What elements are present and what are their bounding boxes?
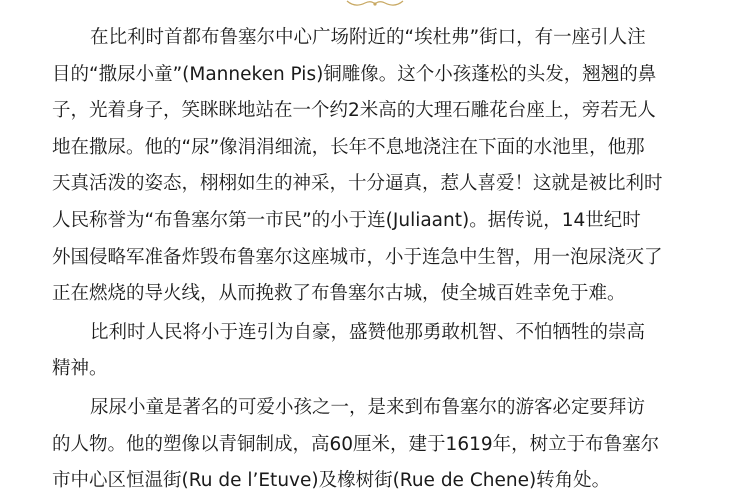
text-line: 人民称誉为“布鲁塞尔第一市民”的小于连(Juliaant)。据传说，14世纪时 [52, 209, 641, 231]
scroll-ornament-icon [345, 0, 405, 8]
text-line: 正在燃烧的导火线，从而挽救了布鲁塞尔古城，使全城百姓幸免于难。 [52, 283, 626, 305]
text-line: 地在撒尿。他的“尿”像涓涓细流，长年不息地浇注在下面的水池里，他那 [52, 136, 645, 158]
paragraph-pride [52, 315, 692, 388]
text-line: 目的“撒尿小童”(Manneken Pis)铜雕像。这个小孩蓬松的头发，翘翘的鼻 [52, 63, 657, 85]
text-line: 在比利时首都布鲁塞尔中心广场附近的“埃杜弗”街口，有一座引人注 [90, 27, 646, 48]
paragraph-statue [52, 390, 692, 500]
text-line: 尿尿小童是著名的可爱小孩之一，是来到布鲁塞尔的游客必定要拜访 [90, 396, 646, 418]
text-line: 市中心区恒温街(Ru de l’Etuve)及橡树街(Rue de Chene)转角处。 [52, 470, 611, 492]
text-line: 的人物。他的塑像以青铜制成，高60厘米，建于1619年，树立于布鲁塞尔 [52, 433, 660, 455]
text-line: 比利时人民将小于连引为自豪，盛赞他那勇敢机智、不怕牺牲的崇高 [90, 321, 646, 343]
paragraph-legend [52, 20, 692, 313]
article-body [52, 20, 692, 500]
text-line: 天真活泼的姿态，栩栩如生的神采，十分逼真，惹人喜爱！这就是被比利时 [52, 173, 663, 195]
text-line: 子，光着身子，笑眯眯地站在一个约2米高的大理石雕花台座上，旁若无人 [52, 100, 656, 122]
text-line: 外国侵略军准备炸毁布鲁塞尔这座城市，小于连急中生智，用一泡尿浇灭了 [52, 246, 663, 268]
text-line: 精神。 [52, 358, 108, 380]
